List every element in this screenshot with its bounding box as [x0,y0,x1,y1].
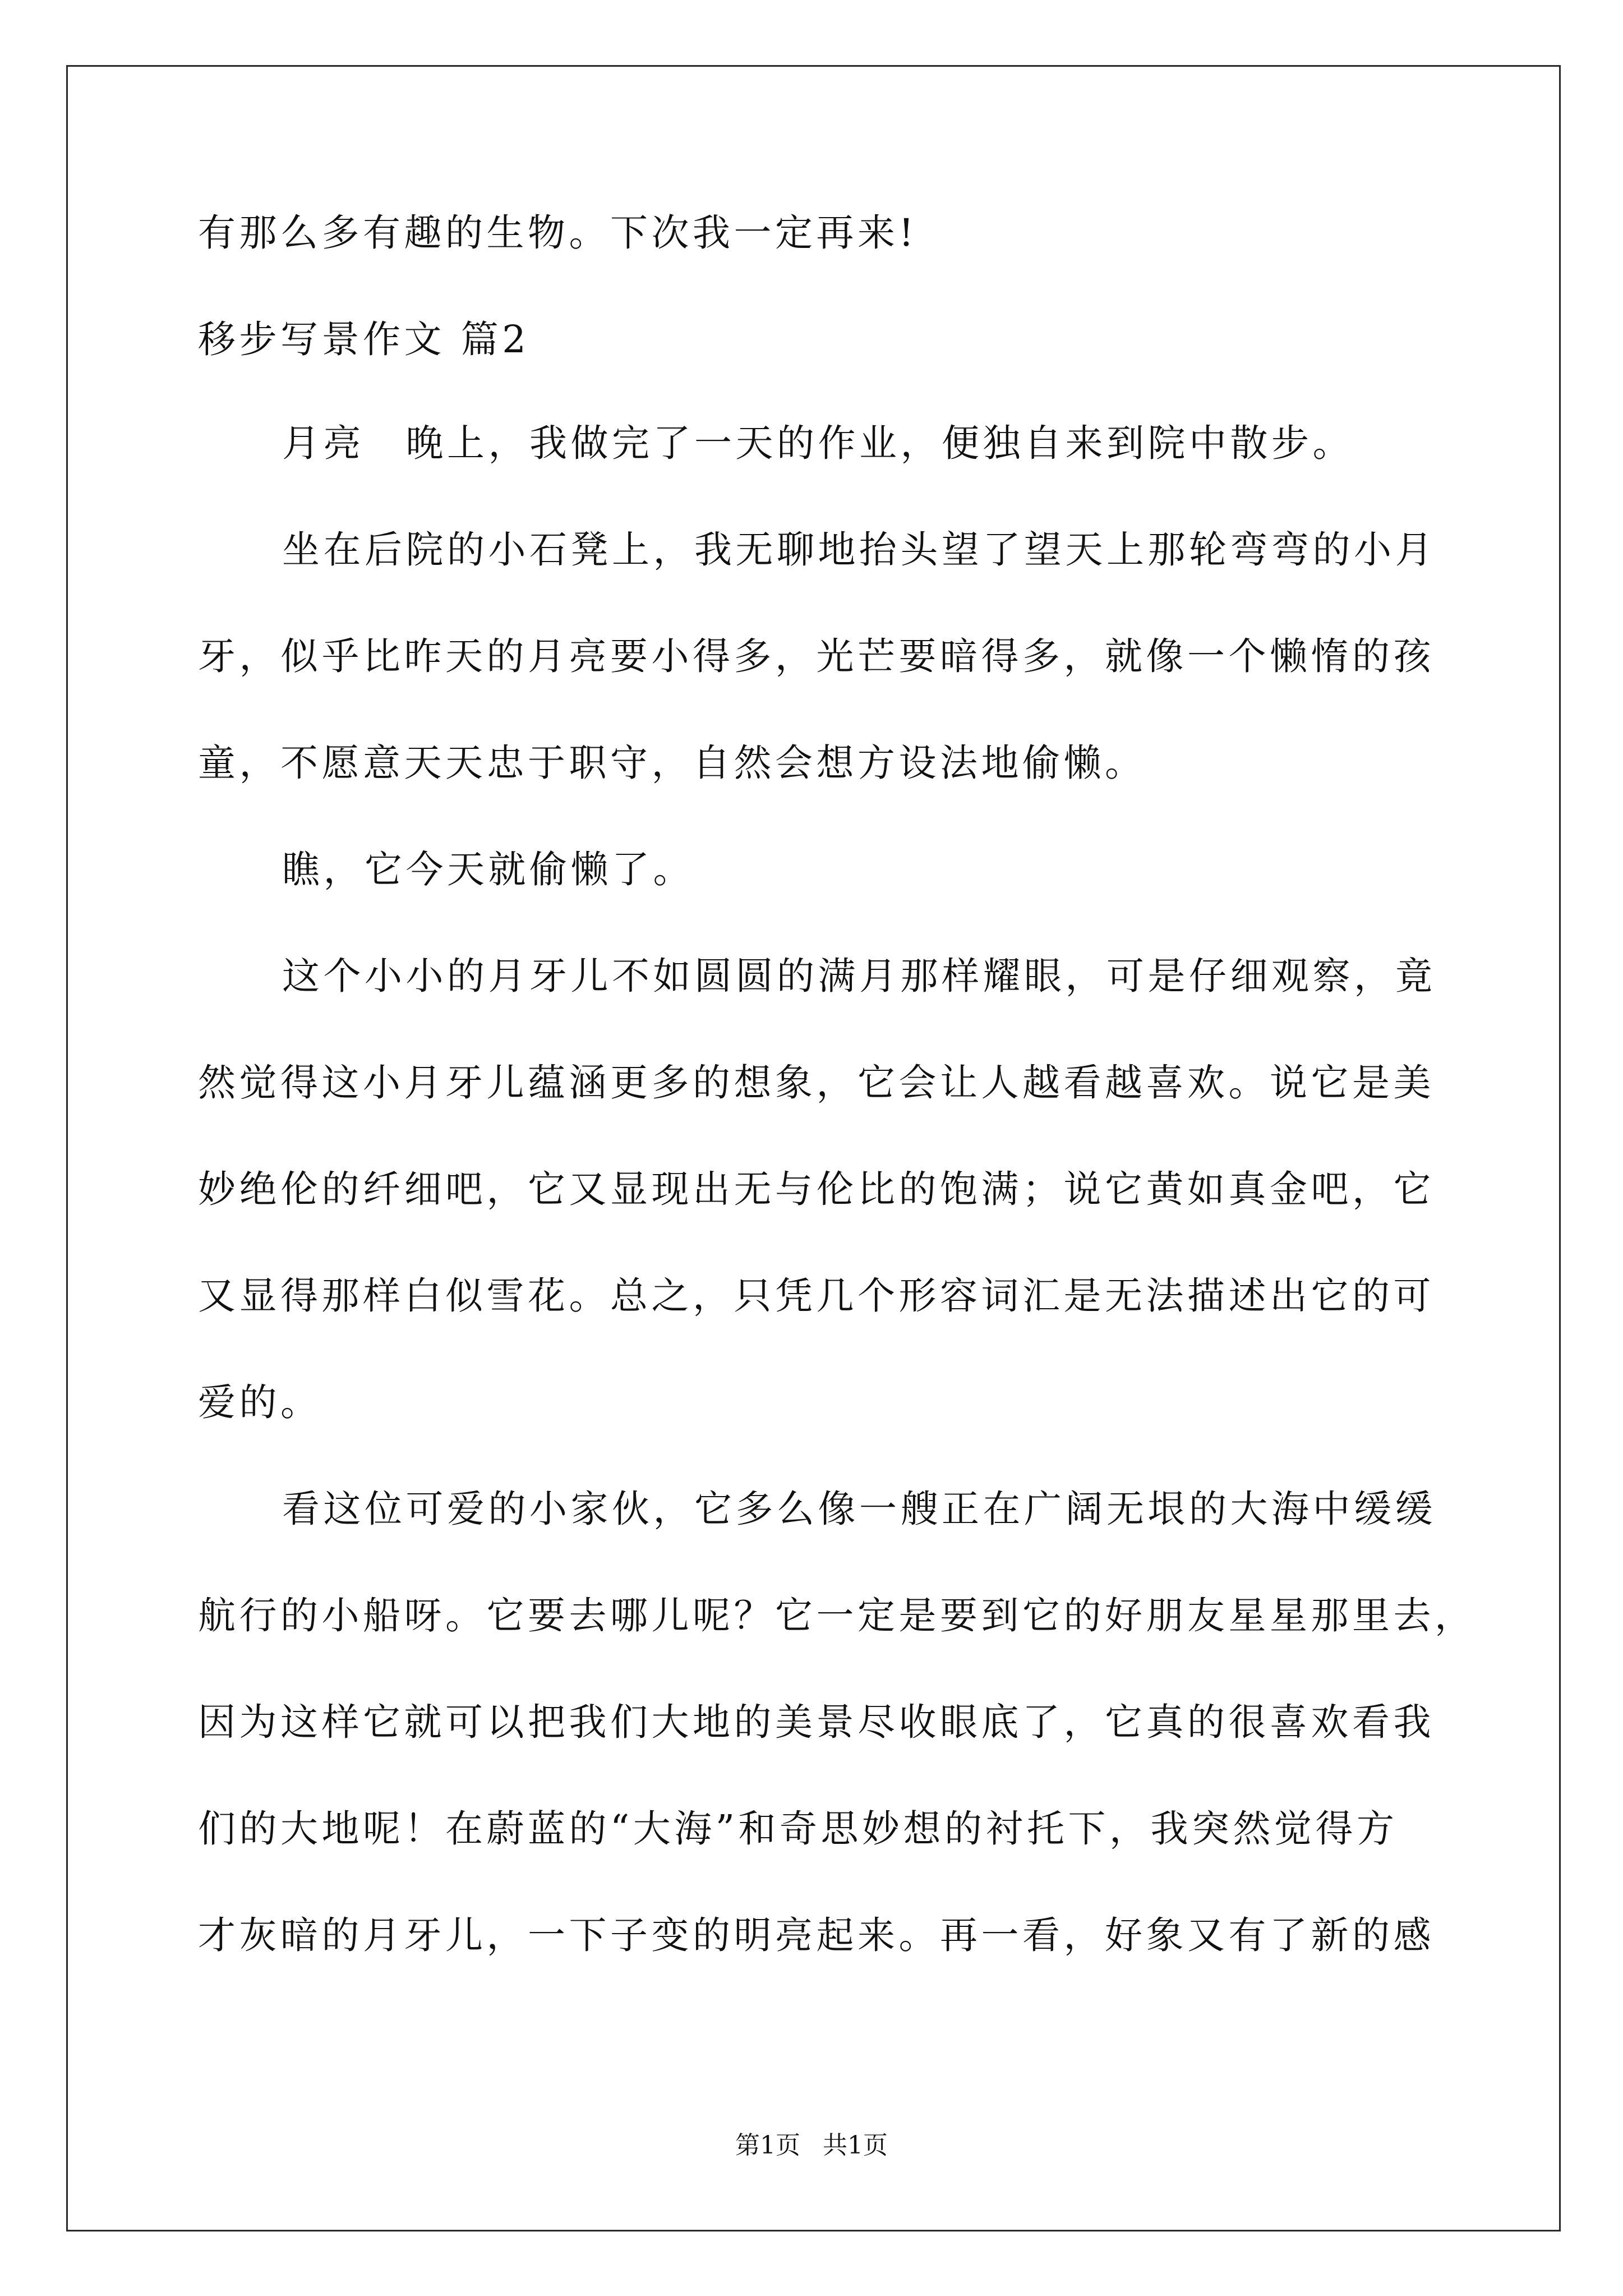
page-number-total: 共1页 [823,2131,888,2160]
text-line: 看这位可爱的小家伙，它多么像一艘正在广阔无垠的大海中缓缓 [282,1487,1436,1531]
text-line: 然觉得这小月牙儿蕴涵更多的想象，它会让人越看越喜欢。说它是美 [198,1061,1435,1105]
text-line: 因为这样它就可以把我们大地的美景尽收眼底了，它真的很喜欢看我 [198,1700,1435,1744]
text-line: 牙，似乎比昨天的月亮要小得多，光芒要暗得多，就像一个懒惰的孩 [198,634,1435,678]
text-line: 们的大地呢！在蔚蓝的“大海”和奇思妙想的衬托下，我突然觉得方 [198,1807,1398,1851]
text-line: 移步写景作文 篇2 [198,318,530,361]
text-line: 妙绝伦的纤细吧，它又显现出无与伦比的饱满；说它黄如真金吧，它 [198,1167,1435,1211]
text-line: 才灰暗的月牙儿，一下子变的明亮起来。再一看，好象又有了新的感 [198,1913,1435,1957]
text-line: 又显得那样白似雪花。总之，只凭几个形容词汇是无法描述出它的可 [198,1274,1435,1318]
text-line: 月亮 晚上，我做完了一天的作业，便独自来到院中散步。 [282,421,1354,465]
text-line: 童，不愿意天天忠于职守，自然会想方设法地偷懒。 [198,741,1146,785]
text-line: 航行的小船呀。它要去哪儿呢？它一定是要到它的好朋友星星那里去， [198,1594,1476,1637]
text-line: 坐在后院的小石凳上，我无聊地抬头望了望天上那轮弯弯的小月 [282,528,1436,572]
text-line: 有那么多有趣的生物。下次我一定再来! [198,211,917,255]
text-line: 爱的。 [198,1381,322,1424]
page-footer [0,2129,1623,2162]
text-line: 这个小小的月牙儿不如圆圆的满月那样耀眼，可是仔细观察，竟 [282,954,1436,998]
page-number-current: 第1页 [735,2131,800,2160]
text-line: 瞧，它今天就偷懒了。 [282,848,694,891]
page-border [66,65,1561,2231]
